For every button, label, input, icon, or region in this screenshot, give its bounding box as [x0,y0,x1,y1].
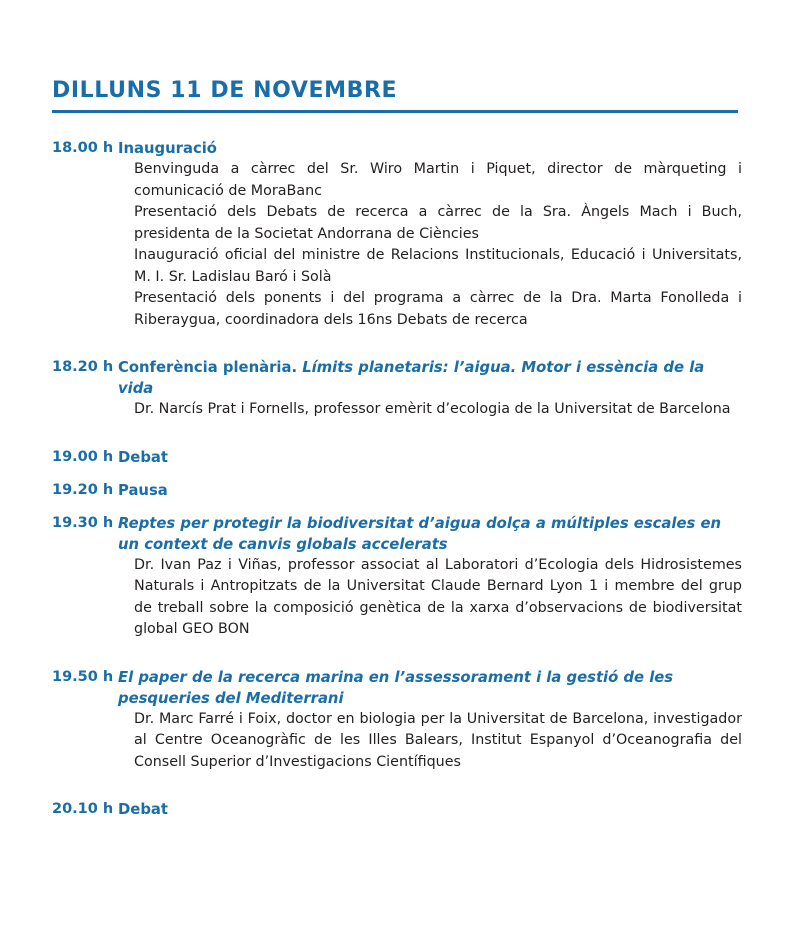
schedule-item-headline [118,138,742,159]
headline-plain: Debat [118,801,168,818]
schedule-item-body [116,480,742,501]
schedule-item-time: 19.00 h [52,448,114,465]
schedule-item [52,513,742,641]
schedule-item [52,138,742,331]
title-divider [52,110,738,113]
schedule-item-time: 19.50 h [52,668,114,685]
schedule-item-description: Dr. Narcís Prat i Fornells, professor emèrit d’ecologia de la Universitat de Barcelona [134,401,731,417]
schedule-item-description: Presentació dels ponents i del programa a càrrec de la Dra. Marta Fonolleda i Riberaygua, coordinadora dels 16ns Debats de recerca [134,290,742,328]
schedule-item-headline [118,799,742,820]
schedule-item-description: Presentació dels Debats de recerca a càrrec de la Sra. Àngels Mach i Buch, presidenta de la Societat Andorrana de Ciències [134,204,742,242]
schedule-item-time: 19.20 h [52,481,114,498]
schedule-item-description: Dr. Marc Farré i Foix, doctor en biologia per la Universitat de Barcelona, investigador al Centre Oceanogràfic de les Illes Balears, Institut Espanyol d’Oceanografia del Consell Superior d’Investigacions Científiques [134,710,742,770]
schedule-item-headline [118,667,742,709]
headline-plain: Inauguració [118,140,217,157]
page-title: DILLUNS 11 DE NOVEMBRE [52,78,398,103]
schedule-item-description: Benvinguda a càrrec del Sr. Wiro Martin i Piquet, director de màrqueting i comunicació de MoraBanc [134,161,742,199]
schedule-item-body [116,667,742,774]
schedule-item [52,357,742,421]
schedule-item-time: 20.10 h [52,801,114,817]
schedule-item-body [116,447,742,468]
schedule-list [52,138,742,834]
headline-plain: Pausa [118,481,168,499]
schedule-item-time: 18.00 h [52,140,114,156]
schedule-item-headline [118,513,742,555]
headline-italic: El paper de la recerca marina en l’assessorament i la gestió de les pesqueries del Mediterrani [118,668,674,707]
schedule-item [52,799,742,820]
headline-italic: Límits planetaris: l’aigua. Motor i essència de la vida [118,359,705,397]
schedule-item-time: 18.20 h [52,359,114,375]
schedule-item-headline [118,480,742,501]
schedule-item-body [116,138,742,331]
headline-plain: Conferència plenària. [118,359,303,376]
schedule-item-body [116,513,742,641]
schedule-item-description: Dr. Ivan Paz i Viñas, professor associat al Laboratori d’Ecologia dels Hidrosistemes Naturals i Antropitzats de la Universitat Claude Bernard Lyon 1 i membre del grup de treball sobre la composició genètica de la xarxa d’observacions de biodiversitat global GEO BON [134,556,742,637]
schedule-item-headline [118,447,742,468]
headline-plain: Debat [118,448,168,466]
schedule-item-time: 19.30 h [52,514,114,531]
schedule-item [52,667,742,774]
schedule-item-headline [118,357,742,399]
schedule-item-body [116,799,742,820]
schedule-item-description: Inauguració oficial del ministre de Relacions Institucionals, Educació i Universitats, M. I. Sr. Ladislau Baró i Solà [134,247,742,285]
schedule-item [52,447,742,468]
schedule-item-body [116,357,742,421]
headline-italic: Reptes per protegir la biodiversitat d’aigua dolça a múltiples escales en un context de canvis globals accelerats [118,514,722,553]
schedule-item [52,480,742,501]
